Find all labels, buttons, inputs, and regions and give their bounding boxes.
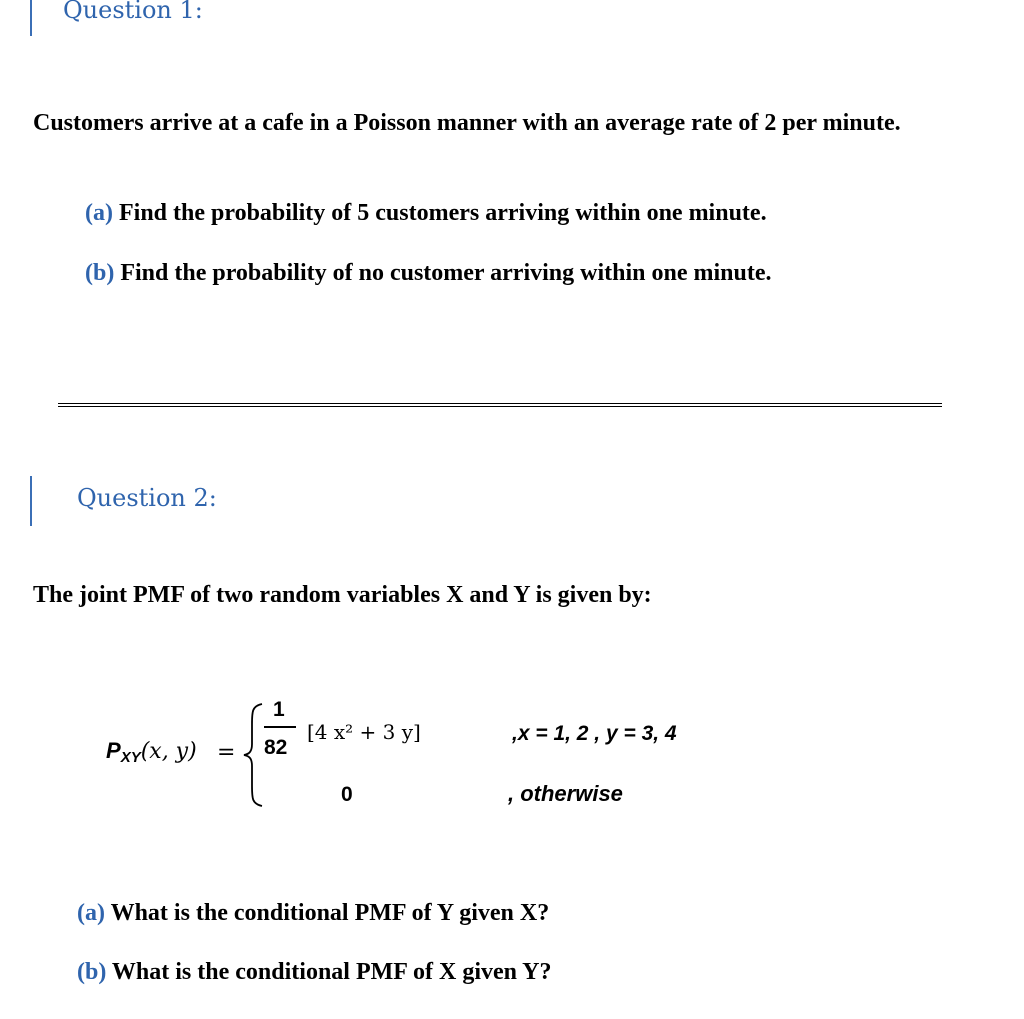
question2-accent-bar: [30, 476, 32, 526]
part-text: Find the probability of no customer arriving within one minute.: [120, 260, 772, 286]
section-divider: [58, 403, 942, 407]
question2-heading: Question 2:: [77, 484, 217, 512]
question1-part-b: [85, 260, 772, 287]
left-brace-icon: [242, 702, 266, 808]
formula-lhs-p: P: [106, 738, 121, 763]
fraction-bar: [264, 726, 296, 728]
question2-part-a: [77, 900, 549, 927]
part-text: What is the conditional PMF of Y given X?: [110, 900, 550, 926]
part-text: Find the probability of 5 customers arriving within one minute.: [118, 200, 767, 226]
formula-equals: =: [217, 740, 236, 765]
fraction-denominator: 82: [264, 736, 288, 759]
formula-lhs: [106, 738, 197, 767]
question1-statement: Customers arrive at a cafe in a Poisson manner with an average rate of 2 per minute.: [33, 110, 901, 136]
part-label: (b): [77, 959, 107, 985]
part-text: What is the conditional PMF of X given Y?: [111, 959, 552, 985]
part-label: (a): [85, 200, 113, 226]
part-label: (a): [77, 900, 105, 926]
question2-statement: The joint PMF of two random variables X and Y is given by:: [33, 582, 652, 608]
formula-expression: [4 x² + 3 y]: [307, 720, 421, 744]
formula-otherwise: , otherwise: [508, 781, 623, 806]
formula-condition: ,x = 1, 2 , y = 3, 4: [512, 722, 677, 745]
formula-lhs-args: (x, y): [140, 739, 197, 764]
question1-heading: Question 1:: [63, 0, 203, 24]
fraction-numerator: 1: [273, 698, 285, 721]
formula-lhs-sub: XY: [120, 749, 141, 767]
part-label: (b): [85, 260, 115, 286]
question2-part-b: [77, 959, 551, 986]
formula-zero: 0: [341, 783, 353, 806]
question1-accent-bar: [30, 0, 32, 36]
question1-part-a: [85, 200, 767, 227]
